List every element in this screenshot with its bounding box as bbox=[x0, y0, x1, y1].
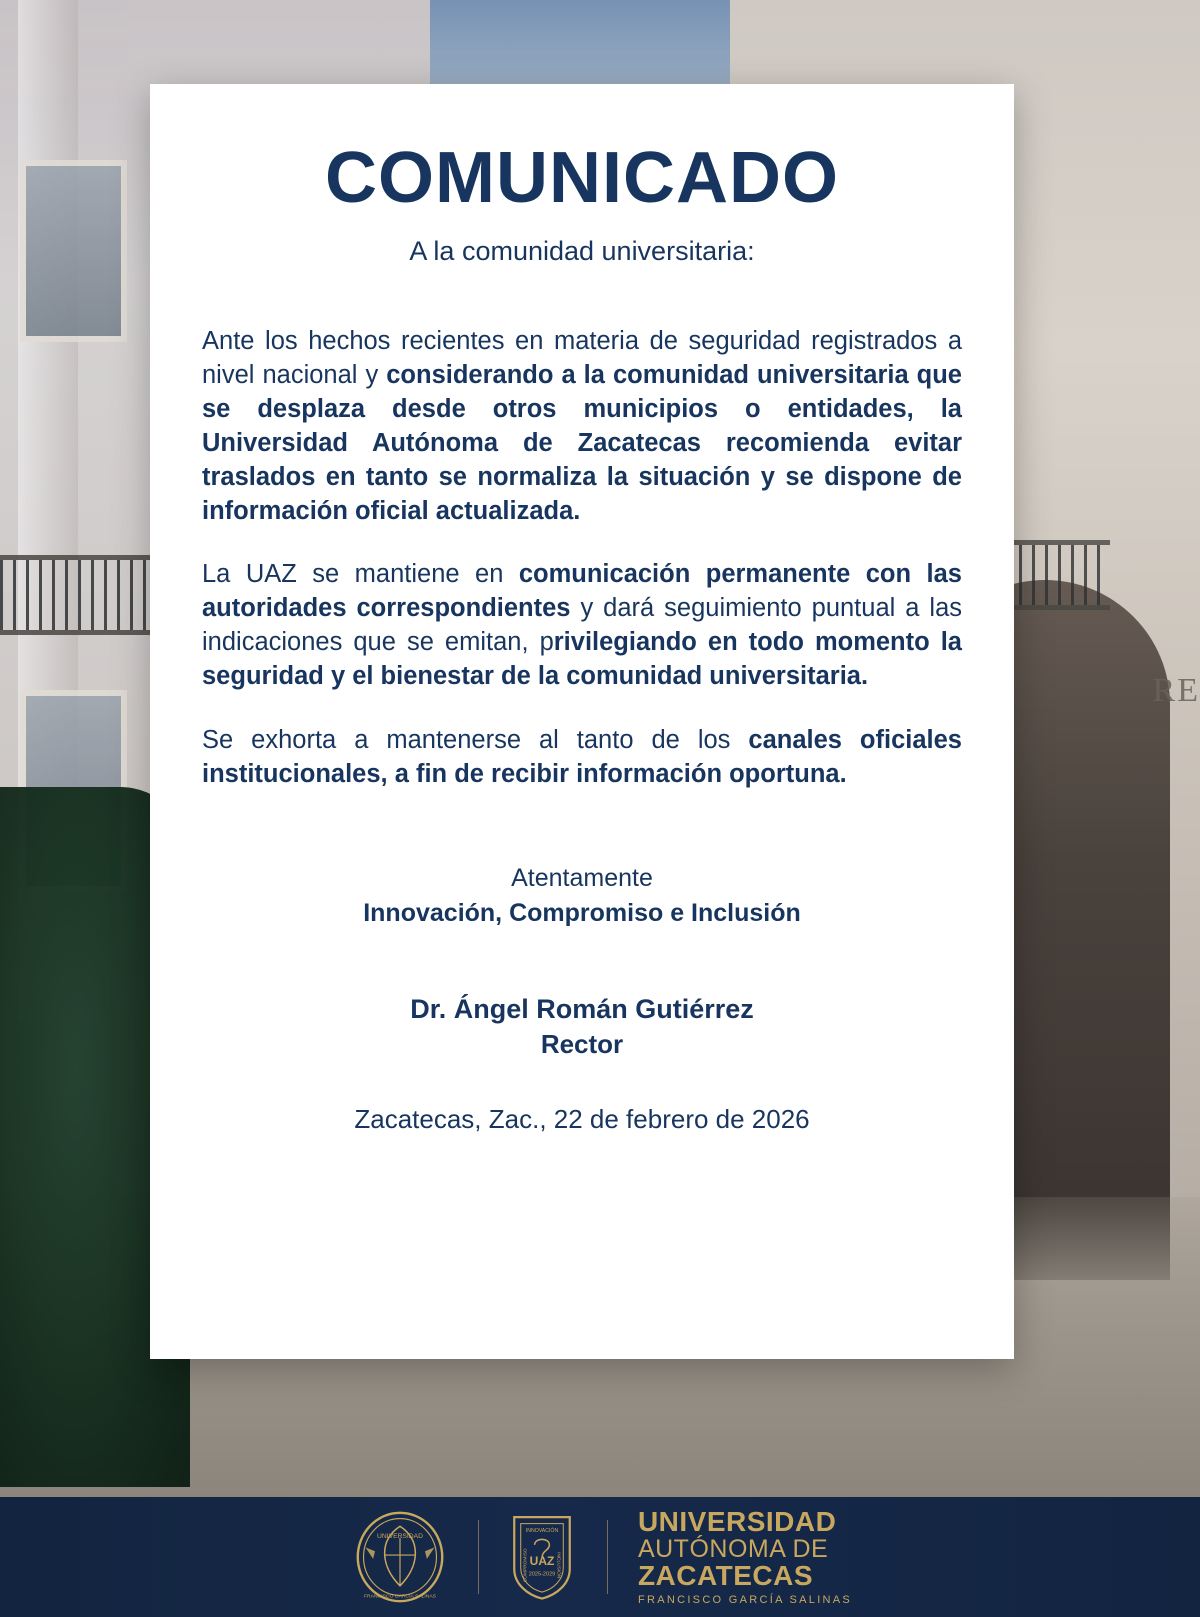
wordmark-line-3: ZACATECAS bbox=[637, 1560, 814, 1592]
svg-text:2025-2029: 2025-2029 bbox=[528, 1571, 556, 1578]
footer-divider bbox=[478, 1520, 479, 1594]
place-and-date: Zacatecas, Zac., 22 de febrero de 2026 bbox=[354, 1103, 810, 1134]
svg-text:UNIVERSIDAD: UNIVERSIDAD bbox=[376, 1532, 423, 1540]
uaz-seal-icon bbox=[505, 1507, 581, 1607]
body-run: La UAZ se mantiene en bbox=[202, 560, 519, 589]
announcement-paragraph bbox=[202, 558, 962, 694]
footer-brand-bar bbox=[0, 1497, 1200, 1617]
university-wordmark bbox=[634, 1508, 852, 1606]
signer-role: Rector bbox=[540, 1028, 624, 1059]
page-title: COMUNICADO bbox=[325, 138, 839, 218]
announcement-paragraph bbox=[202, 724, 962, 792]
svg-text:INNOVACIÓN: INNOVACIÓN bbox=[525, 1527, 559, 1534]
announcement-card bbox=[150, 84, 1014, 1359]
emphasis-text: canales oficiales institucionales, a fin de recibir información oportuna. bbox=[202, 726, 962, 788]
background-balcony-left bbox=[0, 555, 150, 635]
body-run: y dará seguimiento puntual a las indicaciones que se emitan, p bbox=[202, 594, 963, 657]
emphasis-text: considerando a la comunidad universitaria que se desplaza desde otros municipios o entidades, la Universidad Autónoma de Zacatecas recomienda evitar traslados en tanto se normaliza la situación y se dispone de información oficial actualizada. bbox=[202, 360, 962, 525]
svg-text:FRANCISCO GARCÍA SALINAS: FRANCISCO GARCÍA SALINAS bbox=[363, 1593, 436, 1600]
wordmark-line-4: FRANCISCO GARCÍA SALINAS bbox=[637, 1593, 853, 1606]
emphasis-text: rivilegiando en todo momento la seguridad y el bienestar de la comunidad universitaria. bbox=[202, 628, 962, 691]
signer-name: Dr. Ángel Román Gutiérrez bbox=[410, 993, 754, 1024]
body-run: Ante los hechos recientes en materia de seguridad registrados a nivel nacional y bbox=[202, 327, 962, 389]
university-crest-icon bbox=[348, 1507, 452, 1607]
background-window bbox=[20, 160, 127, 342]
announcement-body bbox=[202, 325, 962, 792]
closing-block bbox=[202, 864, 962, 1135]
closing-salutation: Atentamente bbox=[511, 863, 653, 892]
addressee-line: A la comunidad universitaria: bbox=[409, 236, 755, 266]
announcement-paragraph bbox=[202, 325, 962, 528]
wordmark-line-2: AUTÓNOMA DE bbox=[637, 1534, 829, 1563]
body-run: Se exhorta a mantenerse al tanto de los bbox=[202, 726, 749, 755]
background-wall-text: RE bbox=[1152, 672, 1200, 709]
institutional-motto: Innovación, Compromiso e Inclusión bbox=[363, 898, 801, 927]
svg-text:INCLUSIÓN: INCLUSIÓN bbox=[555, 1552, 561, 1579]
emphasis-text: comunicación permanente con las autoridades correspondientes bbox=[202, 560, 962, 623]
svg-text:UAZ: UAZ bbox=[529, 1554, 555, 1569]
wordmark-line-1: UNIVERSIDAD bbox=[637, 1506, 837, 1538]
footer-divider bbox=[607, 1520, 608, 1594]
svg-text:COMPROMISO: COMPROMISO bbox=[523, 1548, 529, 1583]
